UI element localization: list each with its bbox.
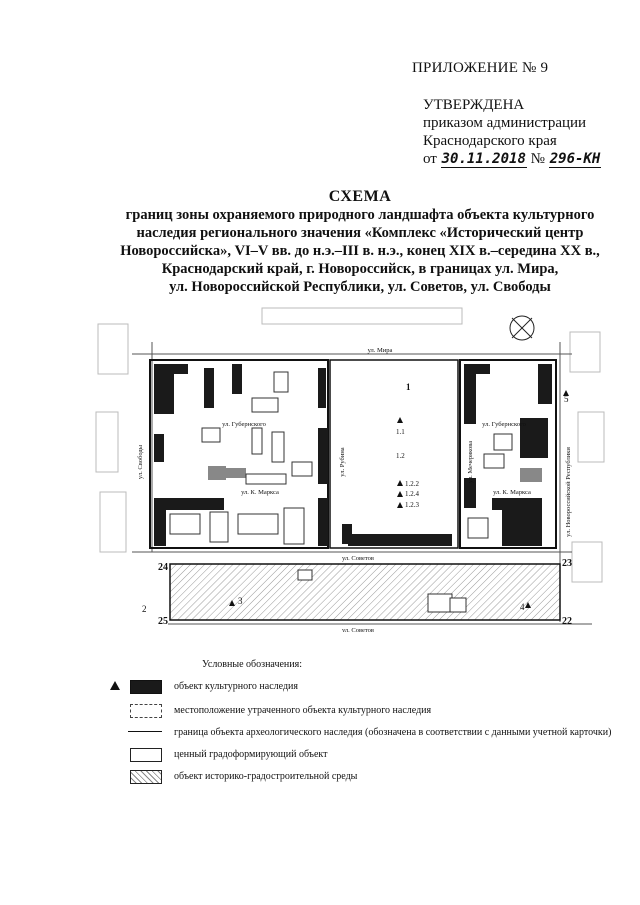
label-1-1: 1.1 <box>396 428 405 436</box>
approved-label: УТВЕРЖДЕНА <box>423 97 525 113</box>
label-pt24: 24 <box>158 562 168 573</box>
dashed-box-icon <box>130 704 162 718</box>
legend-label-lost: местоположение утраченного объекта культурного наследия <box>174 704 432 716</box>
label-zone2: 2 <box>142 604 147 614</box>
street-k-marksa-left: ул. К. Маркса <box>241 489 279 496</box>
protected-landscape-zone <box>170 564 560 620</box>
street-svobody: ул. Свободы <box>137 444 144 480</box>
legend-label-heritage: объект культурного наследия <box>174 680 298 692</box>
street-mecheryakova: ул. Мечерякова <box>467 440 474 484</box>
title-line4: Краснодарский край, г. Новороссийск, в границах ул. Мира, <box>161 261 559 277</box>
order-number: 296-КН <box>549 151 601 167</box>
environment-buildings-left <box>170 372 312 544</box>
north-arrow <box>510 316 534 340</box>
label-pt25: 25 <box>158 616 168 627</box>
street-gubernskogo-right: ул. Губернского <box>482 421 526 428</box>
label-zone5: 5 <box>564 394 569 404</box>
label-pt22: 22 <box>562 616 572 627</box>
label-zone1: 1 <box>406 382 411 392</box>
approved-by-line2: Краснодарского края <box>423 133 557 149</box>
valuable-buildings-right <box>520 468 542 482</box>
legend-title: Условные обозначения: <box>202 659 303 670</box>
document-title <box>60 188 640 296</box>
triangle-icon <box>110 681 120 690</box>
title-line2: наследия регионального значения «Комплекс «Исторический центр <box>136 225 584 241</box>
label-zone4: 4 <box>520 602 525 612</box>
heritage-buildings-center <box>342 524 452 546</box>
street-k-marksa-right: ул. К. Маркса <box>493 489 531 496</box>
legend-label-valuable: ценный градоформирующий объект <box>174 748 328 760</box>
legend-label-archaeology: граница объекта археологического наследия (обозначена в соответствии с данными учетной карточки) <box>174 726 612 738</box>
title-line1: границ зоны охраняемого природного ландшафта объекта культурного <box>125 207 595 223</box>
street-sovetov-top: ул. Советов <box>341 555 375 562</box>
legend-label-environment: объект историко-градостроительной среды <box>174 770 358 782</box>
label-1-2-2: 1.2.2 <box>405 480 419 488</box>
street-sovetov-bottom: ул. Советов <box>341 627 375 632</box>
label-zone3: 3 <box>238 596 243 606</box>
block-center <box>330 360 458 548</box>
order-num-label: № <box>530 151 545 167</box>
title-line5: ул. Новороссийской Республики, ул. Советов, ул. Свободы <box>169 279 551 295</box>
order-prefix: от <box>423 151 437 167</box>
label-1-2-4: 1.2.4 <box>405 490 419 498</box>
valuable-buildings-left <box>208 466 246 480</box>
street-gubernskogo-left: ул. Губернского <box>222 421 266 428</box>
street-rubina: ул. Рубина <box>339 447 346 477</box>
hatched-box-icon <box>130 770 162 784</box>
label-1-2: 1.2 <box>396 452 405 460</box>
street-nov-respubliki: ул. Новороссийской Республики <box>565 447 572 537</box>
title-heading: СХЕМА <box>328 188 392 205</box>
order-date: 30.11.2018 <box>441 151 526 167</box>
label-1-2-3: 1.2.3 <box>405 501 419 509</box>
appendix-number: ПРИЛОЖЕНИЕ № 9 <box>412 60 549 76</box>
order-line <box>423 150 601 168</box>
street-mira: ул. Мира <box>367 347 393 354</box>
approval-block <box>423 96 601 168</box>
label-pt23: 23 <box>562 558 572 569</box>
solid-box-icon <box>130 748 162 762</box>
approved-by-line1: приказом администрации <box>423 115 587 131</box>
title-line3: Новороссийска», VI–V вв. до н.э.–III в. н.э., конец XIX в.–середина XX в., <box>120 243 600 259</box>
boundary-line-icon <box>128 731 162 732</box>
site-map <box>92 302 612 632</box>
black-box-icon <box>130 680 162 694</box>
